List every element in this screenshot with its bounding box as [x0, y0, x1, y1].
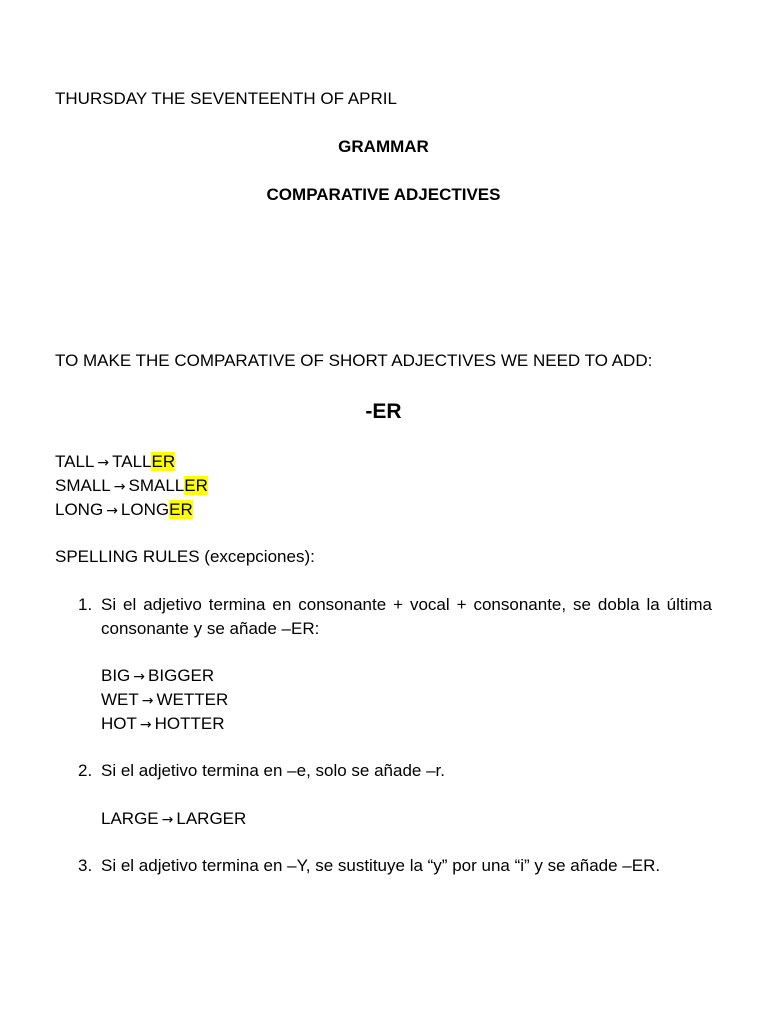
- spelling-rules-title: SPELLING RULES (excepciones):: [55, 547, 315, 566]
- rule-example: [101, 712, 225, 737]
- highlighted-ending: ER: [184, 476, 208, 495]
- arrow-icon: →: [106, 503, 118, 519]
- example-row: [55, 450, 175, 475]
- rule-example: [101, 664, 214, 689]
- rule-number: 1.: [78, 595, 93, 614]
- rule-example-result: LARGER: [176, 809, 247, 828]
- date-line: THURSDAY THE SEVENTEENTH OF APRIL: [55, 89, 397, 108]
- arrow-icon: →: [139, 717, 152, 733]
- intro-text: TO MAKE THE COMPARATIVE OF SHORT ADJECTIVES WE NEED TO ADD:: [55, 351, 653, 370]
- example-base: LONG: [55, 500, 104, 519]
- rule-example-result: BIGGER: [148, 666, 215, 685]
- arrow-icon: →: [133, 669, 146, 685]
- rule-text: Si el adjetivo termina en consonante + vocal + consonante, se dobla la última consonante y se añade –ER:: [101, 595, 712, 638]
- rule-text: Si el adjetivo termina en –Y, se sustituye la “y” por una “i” y se añade –ER.: [101, 856, 661, 875]
- rule-example-base: LARGE: [101, 809, 159, 828]
- suffix-heading: -ER: [365, 400, 402, 423]
- arrow-icon: →: [97, 455, 110, 471]
- arrow-icon: →: [113, 479, 126, 495]
- rule-example-result: HOTTER: [154, 714, 225, 733]
- rule-example-result: WETTER: [156, 690, 229, 709]
- rule-example: [101, 807, 246, 832]
- rule-number: 2.: [78, 761, 93, 780]
- subject-heading: GRAMMAR: [338, 137, 429, 156]
- topic-heading: COMPARATIVE ADJECTIVES: [266, 185, 501, 204]
- example-row: [55, 474, 208, 499]
- example-base: SMALL: [55, 476, 111, 495]
- example-row: [55, 498, 193, 523]
- example-stem: LONG: [120, 500, 170, 519]
- rule-example-base: HOT: [101, 714, 137, 733]
- example-stem: TALL: [112, 452, 152, 471]
- highlighted-ending: ER: [151, 452, 176, 471]
- arrow-icon: →: [141, 693, 154, 709]
- example-stem: SMALL: [128, 476, 185, 495]
- rule-example-base: WET: [101, 690, 139, 709]
- rule-text: Si el adjetivo termina en –e, solo se añade –r.: [101, 761, 445, 780]
- rule-example: [101, 688, 228, 713]
- example-base: TALL: [55, 452, 95, 471]
- rule-number: 3.: [78, 856, 93, 875]
- arrow-icon: →: [161, 812, 174, 828]
- rule-example-base: BIG: [101, 666, 131, 685]
- highlighted-ending: ER: [169, 500, 193, 519]
